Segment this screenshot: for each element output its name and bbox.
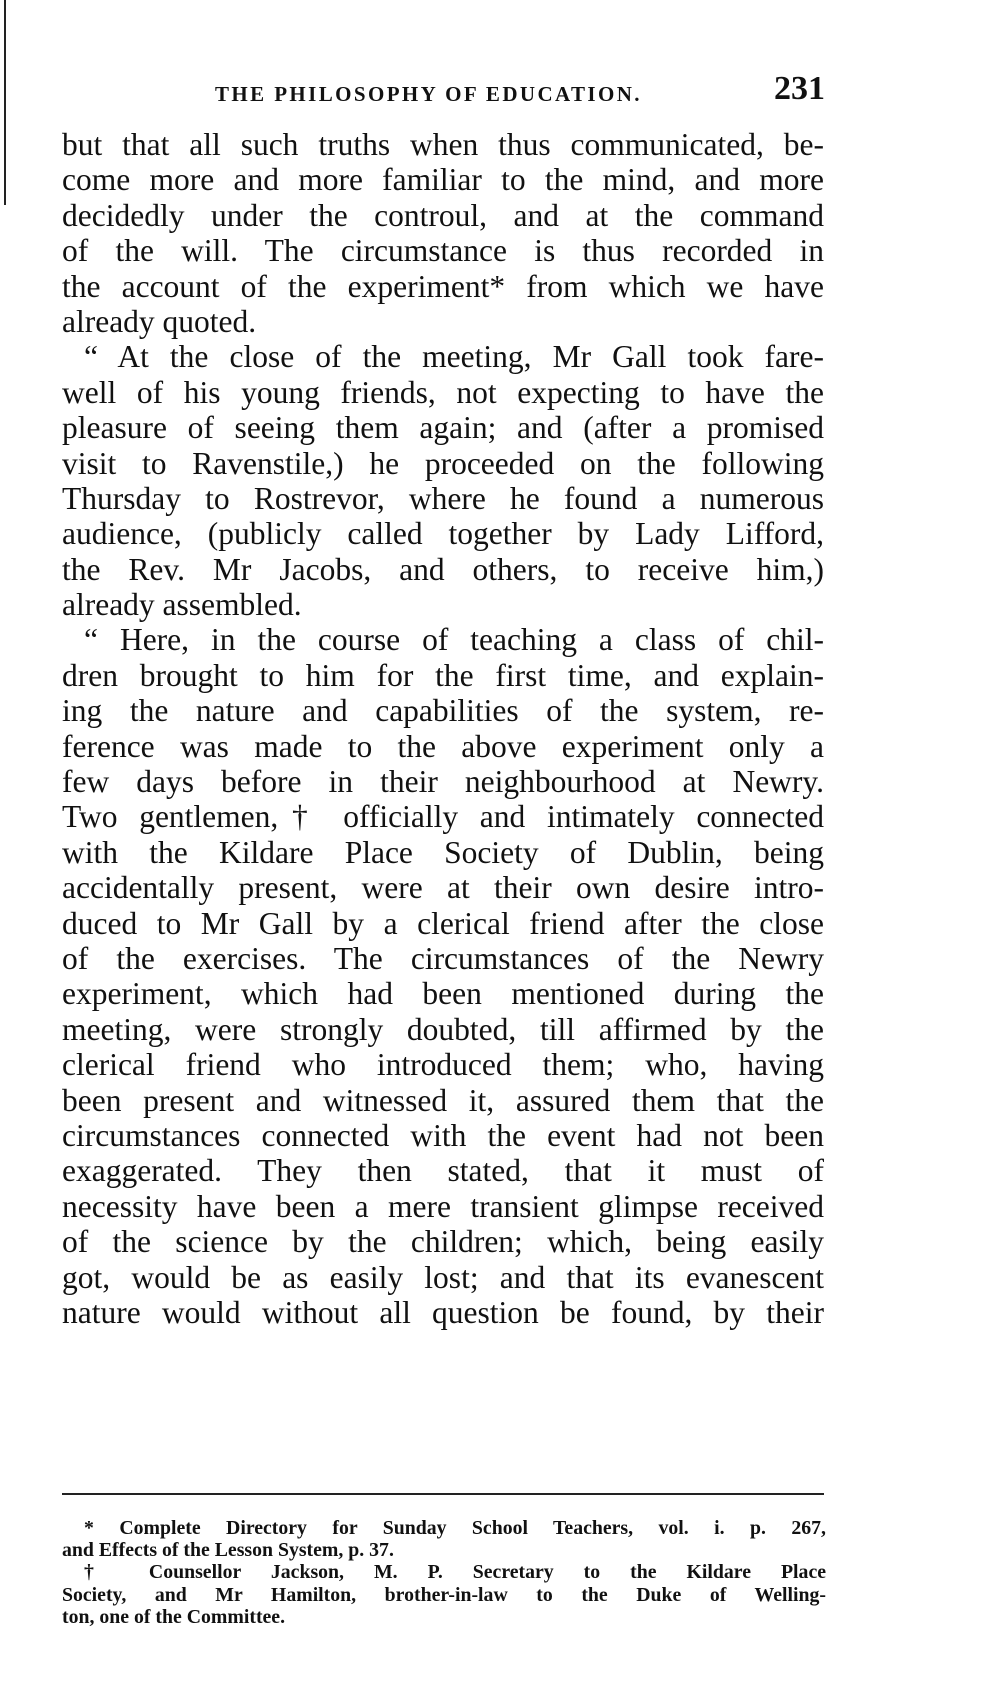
text-line: of the science by the children; which, being easily [62, 1224, 824, 1260]
text-line: nature would without all question be found, by their [62, 1294, 824, 1330]
body-text [62, 127, 824, 1330]
running-title: THE PHILOSOPHY OF EDUCATION. [215, 82, 642, 106]
text-line: ference was made to the above experiment only a [62, 728, 824, 764]
text-line: clerical friend who introduced them; who, having [62, 1047, 824, 1083]
text-line: ing the nature and capabilities of the system, re- [62, 693, 824, 729]
text-line: few days before in their neighbourhood at Newry. [62, 764, 824, 800]
text-line: the account of the experiment* from which we have [62, 268, 824, 304]
text-line: but that all such truths when thus communicated, be- [62, 127, 824, 162]
text-line: Thursday to Rostrevor, where he found a numerous [62, 480, 824, 516]
footnote-line: ton, one of the Committee. [62, 1605, 286, 1628]
text-line: meeting, were strongly doubted, till affirmed by the [62, 1011, 824, 1047]
footnotes [62, 1517, 826, 1628]
text-line: pleasure of seeing them again; and (after a promised [62, 410, 824, 446]
text-line: audience, (publicly called together by Lady Lifford, [62, 516, 824, 552]
text-line: dren brought to him for the first time, and explain- [62, 657, 824, 693]
text-line: duced to Mr Gall by a clerical friend after the close [62, 905, 824, 941]
text-line: been present and witnessed it, assured them that the [62, 1082, 824, 1118]
text-line: come more and more familiar to the mind, and more [62, 162, 824, 198]
text-line: with the Kildare Place Society of Dublin, being [62, 834, 824, 870]
text-line: already assembled. [62, 587, 302, 623]
text-line: the Rev. Mr Jacobs, and others, to receive him,) [62, 551, 824, 587]
footnote-rule [62, 1493, 824, 1495]
text-line: accidentally present, were at their own desire intro- [62, 870, 824, 906]
footnote-line: * Complete Directory for Sunday School Teachers, vol. i. p. 267, [84, 1517, 826, 1539]
text-line: circumstances connected with the event had not been [62, 1117, 824, 1153]
footnote-line: Society, and Mr Hamilton, brother-in-law to the Duke of Welling- [62, 1583, 826, 1606]
text-line: experiment, which had been mentioned during the [62, 976, 824, 1012]
page-number: 231 [774, 70, 825, 107]
text-line: necessity have been a mere transient glimpse received [62, 1188, 824, 1224]
footnote-line: † Counsellor Jackson, M. P. Secretary to the Kildare Place [84, 1561, 826, 1584]
text-line: decidedly under the controul, and at the command [62, 197, 824, 233]
text-line: “ Here, in the course of teaching a class of chil- [84, 622, 824, 658]
text-line: well of his young friends, not expecting to have the [62, 374, 824, 410]
text-line: of the exercises. The circumstances of the Newry [62, 940, 824, 976]
footnote-line: and Effects of the Lesson System, p. 37. [62, 1539, 394, 1562]
text-line: Two gentlemen,† officially and intimately connected [62, 799, 824, 835]
text-line: already quoted. [62, 303, 257, 339]
page-edge-line [4, 0, 6, 205]
text-line: of the will. The circumstance is thus recorded in [62, 233, 824, 269]
text-line: visit to Ravenstile,) he proceeded on the following [62, 445, 824, 481]
text-line: exaggerated. They then stated, that it must of [62, 1153, 824, 1189]
text-line: got, would be as easily lost; and that its evanescent [62, 1259, 824, 1295]
running-head [215, 70, 825, 114]
text-line: “ At the close of the meeting, Mr Gall took fare- [84, 339, 824, 375]
